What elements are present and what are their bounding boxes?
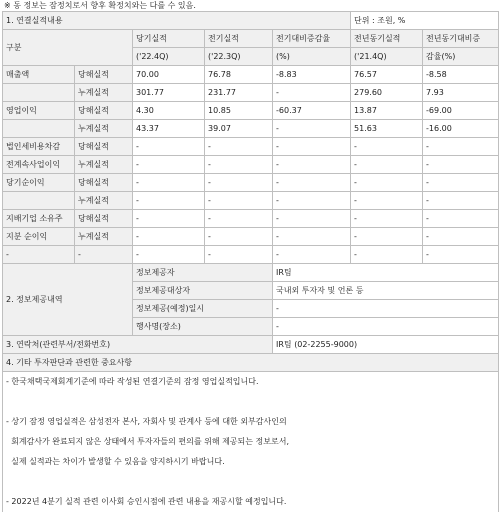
- row-sub-label: 누계실적: [75, 228, 133, 246]
- header-last-year: 전년동기실적: [351, 30, 423, 48]
- cell-current: -: [133, 138, 205, 156]
- cell-last-year: -: [351, 138, 423, 156]
- cell-qoq: -: [273, 246, 351, 264]
- note-row: [3, 412, 499, 432]
- earnings-rows: [3, 66, 499, 264]
- header-qoq-unit: (%): [273, 48, 351, 66]
- cell-previous: -: [205, 192, 273, 210]
- note-line: 실제 실적과는 차이가 발생할 수 있음을 양지하시기 바랍니다.: [3, 452, 499, 472]
- table-row: [3, 138, 499, 156]
- note-row: [3, 472, 499, 492]
- info-value: -: [273, 318, 499, 336]
- table-row: [3, 246, 499, 264]
- cell-current: -: [133, 210, 205, 228]
- row-group-label: 법인세비용차감: [3, 138, 75, 156]
- row-sub-label: 누계실적: [75, 120, 133, 138]
- note-row: [3, 492, 499, 512]
- cell-current: 43.37: [133, 120, 205, 138]
- row-group-label: 전계속사업이익: [3, 156, 75, 174]
- cell-yoy: -8.58: [423, 66, 499, 84]
- cell-current: 301.77: [133, 84, 205, 102]
- unit-label: 단위 : 조원, %: [351, 12, 499, 30]
- note-row: [3, 432, 499, 452]
- cell-previous: -: [205, 246, 273, 264]
- row-sub-label: 당해실적: [75, 66, 133, 84]
- header-last-year-period: ('21.4Q): [351, 48, 423, 66]
- row-sub-label: 누계실적: [75, 156, 133, 174]
- row-sub-label: 당해실적: [75, 174, 133, 192]
- section1-title: 1. 연결실적내용: [3, 12, 351, 30]
- cell-qoq: -: [273, 210, 351, 228]
- cell-yoy: -: [423, 228, 499, 246]
- header-yoy: 전년동기대비증: [423, 30, 499, 48]
- row-sub-label: 누계실적: [75, 84, 133, 102]
- cell-previous: -: [205, 156, 273, 174]
- cell-last-year: -: [351, 210, 423, 228]
- cell-last-year: 76.57: [351, 66, 423, 84]
- table-row: [3, 156, 499, 174]
- cell-qoq: -: [273, 120, 351, 138]
- table-row: [3, 228, 499, 246]
- cell-last-year: -: [351, 228, 423, 246]
- cell-qoq: -: [273, 156, 351, 174]
- cell-previous: -: [205, 228, 273, 246]
- cell-last-year: -: [351, 156, 423, 174]
- cell-yoy: -16.00: [423, 120, 499, 138]
- cell-previous: 231.77: [205, 84, 273, 102]
- row-sub-label: 누계실적: [75, 192, 133, 210]
- section3-title: 3. 연락처(관련부서/전화번호): [3, 336, 273, 354]
- info-table: [2, 263, 499, 512]
- row-sub-label: 당해실적: [75, 138, 133, 156]
- cell-previous: 76.78: [205, 66, 273, 84]
- disclosure-page: [2, 0, 498, 512]
- cell-previous: -: [205, 138, 273, 156]
- cell-previous: 39.07: [205, 120, 273, 138]
- table-row: [3, 174, 499, 192]
- cell-current: -: [133, 192, 205, 210]
- section2-title: 2. 정보제공내역: [3, 264, 133, 336]
- row-group-label: 당기순이익: [3, 174, 75, 192]
- note-line: [3, 472, 499, 492]
- table-row: [3, 84, 499, 102]
- cell-current: -: [133, 156, 205, 174]
- note-line: - 상기 잠정 영업실적은 삼성전자 본사, 자회사 및 관계사 등에 대한 외부감사인의: [3, 412, 499, 432]
- cell-current: 70.00: [133, 66, 205, 84]
- cell-yoy: -: [423, 246, 499, 264]
- info-label: 행사명(장소): [133, 318, 273, 336]
- row-group-label: 매출액: [3, 66, 75, 84]
- header-current: 당기실적: [133, 30, 205, 48]
- cell-qoq: -: [273, 138, 351, 156]
- header-category: 구분: [3, 30, 133, 66]
- table-row: [3, 210, 499, 228]
- note-row: [3, 452, 499, 472]
- info-value: -: [273, 300, 499, 318]
- row-sub-label: 당해실적: [75, 102, 133, 120]
- cell-last-year: -: [351, 192, 423, 210]
- note-line: 회계감사가 완료되지 않은 상태에서 투자자들의 편의를 위해 제공되는 정보로서,: [3, 432, 499, 452]
- cell-qoq: -: [273, 174, 351, 192]
- row-group-label: 지배기업 소유주: [3, 210, 75, 228]
- info-label: 정보제공자: [133, 264, 273, 282]
- cell-yoy: -: [423, 138, 499, 156]
- info-value: 국내외 투자자 및 언론 등: [273, 282, 499, 300]
- cell-previous: 10.85: [205, 102, 273, 120]
- cell-last-year: 13.87: [351, 102, 423, 120]
- row-group-label: [3, 84, 75, 102]
- cell-qoq: -: [273, 228, 351, 246]
- note-row: [3, 372, 499, 393]
- row-group-label: 영업이익: [3, 102, 75, 120]
- header-qoq: 전기대비증감율: [273, 30, 351, 48]
- info-row: [3, 264, 499, 282]
- cell-previous: -: [205, 174, 273, 192]
- row-group-label: 지분 순이익: [3, 228, 75, 246]
- table-row: [3, 192, 499, 210]
- cell-last-year: 279.60: [351, 84, 423, 102]
- cell-last-year: 51.63: [351, 120, 423, 138]
- table-row: [3, 120, 499, 138]
- cell-current: -: [133, 246, 205, 264]
- cell-yoy: -69.00: [423, 102, 499, 120]
- top-note: ※ 동 정보는 잠정치로서 향후 확정치와는 다를 수 있음.: [2, 0, 498, 11]
- notes-rows: [3, 372, 499, 512]
- header-previous: 전기실적: [205, 30, 273, 48]
- cell-current: -: [133, 228, 205, 246]
- info-value: IR팀: [273, 264, 499, 282]
- cell-yoy: -: [423, 174, 499, 192]
- table-row: [3, 66, 499, 84]
- note-line: [3, 392, 499, 412]
- row-sub-label: -: [75, 246, 133, 264]
- cell-yoy: -: [423, 156, 499, 174]
- header-current-period: ('22.4Q): [133, 48, 205, 66]
- note-line: - 한국채택국제회계기준에 따라 작성된 연결기준의 잠정 영업실적입니다.: [3, 372, 499, 393]
- cell-qoq: -: [273, 84, 351, 102]
- earnings-table: [2, 11, 499, 264]
- info-label: 정보제공대상자: [133, 282, 273, 300]
- cell-yoy: -: [423, 192, 499, 210]
- cell-qoq: -60.37: [273, 102, 351, 120]
- cell-qoq: -: [273, 192, 351, 210]
- header-previous-period: ('22.3Q): [205, 48, 273, 66]
- header-yoy-unit: 감율(%): [423, 48, 499, 66]
- cell-last-year: -: [351, 174, 423, 192]
- cell-last-year: -: [351, 246, 423, 264]
- cell-previous: -: [205, 210, 273, 228]
- cell-yoy: -: [423, 210, 499, 228]
- row-group-label: -: [3, 246, 75, 264]
- table-row: [3, 102, 499, 120]
- section4-title: 4. 기타 투자판단과 관련한 중요사항: [3, 354, 499, 372]
- cell-current: -: [133, 174, 205, 192]
- cell-yoy: 7.93: [423, 84, 499, 102]
- cell-current: 4.30: [133, 102, 205, 120]
- row-sub-label: 당해실적: [75, 210, 133, 228]
- note-line: - 2022년 4분기 실적 관련 이사회 승인시점에 관련 내용을 재공시할 예정입니다.: [3, 492, 499, 512]
- note-row: [3, 392, 499, 412]
- row-group-label: [3, 192, 75, 210]
- info-rows: [3, 264, 499, 336]
- contact-value: IR팀 (02-2255-9000): [273, 336, 499, 354]
- cell-qoq: -8.83: [273, 66, 351, 84]
- row-group-label: [3, 120, 75, 138]
- info-label: 정보제공(예정)일시: [133, 300, 273, 318]
